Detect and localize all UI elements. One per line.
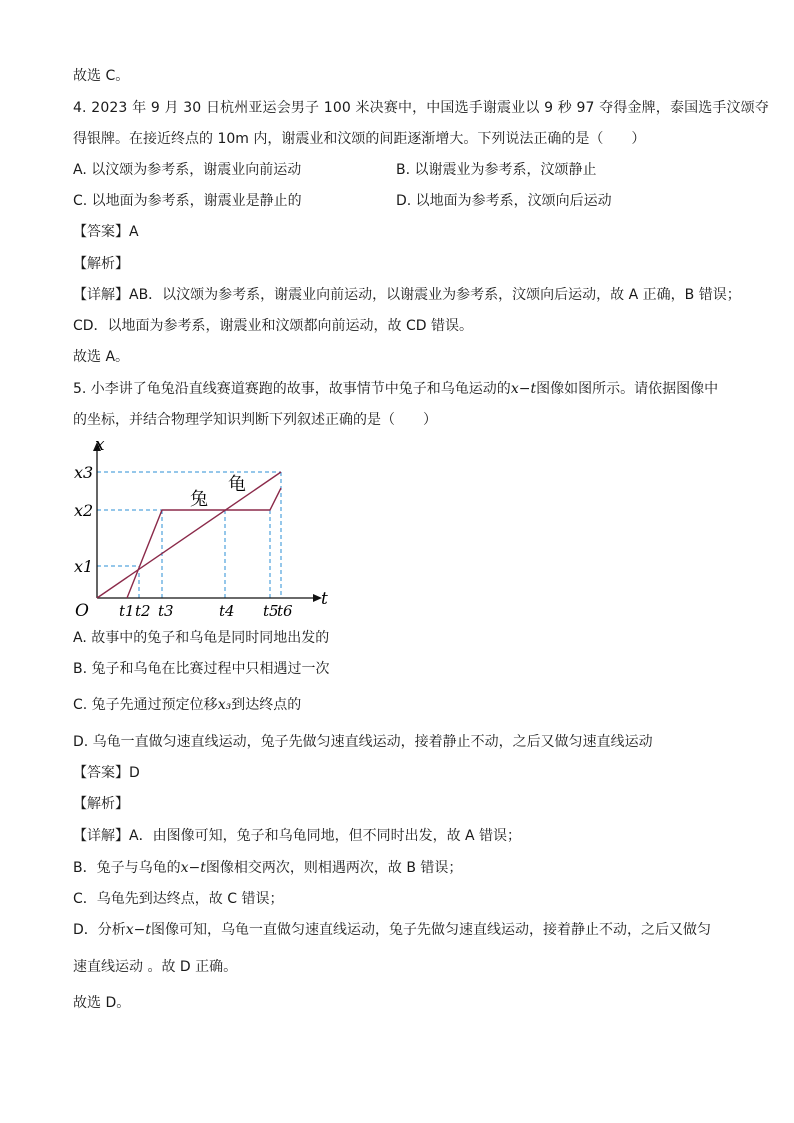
q4-analysis-heading: 【解析】	[73, 256, 129, 272]
q5-option-a: A. 故事中的兔子和乌龟是同时同地出发的	[73, 630, 330, 646]
y-tick-x3: x3	[74, 463, 94, 482]
q4-stem-line1: 4. 2023 年 9 月 30 日杭州亚运会男子 100 米决赛中，中国选手谢震业以 9 秒 97 夺得金牌，泰国选手汶颂夺	[73, 100, 770, 116]
q5-option-c	[73, 695, 301, 715]
q4-detail-line2: CD．以地面为参考系，谢震业和汶颂都向前运动，故 CD 错误。	[73, 318, 474, 334]
q5-analysis-heading: 【解析】	[73, 796, 129, 812]
tortoise-label: 龟	[228, 474, 246, 495]
q5-detail-d	[73, 920, 711, 940]
x-tick-t4: t4	[219, 602, 235, 620]
tortoise-line	[97, 472, 281, 598]
q4-conclusion: 故选 A。	[73, 349, 130, 365]
q4-detail-line1: 【详解】AB．以汶颂为参考系，谢震业向前运动，以谢震业为参考系，汶颂向后运动，故 A 正确，B 错误；	[73, 287, 741, 303]
q5-detail-a: 【详解】A．由图像可知，兔子和乌龟同地，但不同时出发，故 A 错误；	[73, 828, 522, 844]
rabbit-label: 兔	[190, 489, 208, 510]
x-tick-t1: t1	[119, 602, 135, 620]
y-axis-label: x	[95, 435, 105, 455]
x-tick-t3: t3	[158, 602, 174, 620]
q5-stem-line1	[73, 379, 718, 399]
q5-answer: 【答案】D	[73, 765, 140, 781]
origin-label: O	[75, 601, 89, 621]
q5-detail-b	[73, 858, 462, 878]
q5-option-d: D. 乌龟一直做匀速直线运动，兔子先做匀速直线运动，接着静止不动，之后又做匀速直线运动	[73, 734, 653, 750]
xt-graph	[64, 432, 344, 624]
x-axis-label: t	[321, 589, 328, 609]
q5-stem-line1-post: 图像如图所示。请依据图像中	[536, 381, 719, 397]
q5-detail-b-math: x−t	[180, 860, 206, 876]
q5-detail-d-post: 图像可知，乌龟一直做匀速直线运动，兔子先做匀速直线运动，接着静止不动，之后又做匀	[151, 922, 712, 938]
q4-option-b: B. 以谢震业为参考系，汶颂静止	[396, 162, 597, 178]
q5-option-c-math: x₃	[217, 697, 232, 713]
y-tick-x1: x1	[74, 557, 94, 576]
q4-option-a: A. 以汶颂为参考系，谢震业向前运动	[73, 162, 302, 178]
q5-detail-b-post: 图像相交两次，则相遇两次，故 B 错误；	[205, 860, 463, 876]
x-tick-t5: t5	[263, 602, 279, 620]
q4-answer: 【答案】A	[73, 224, 139, 240]
q4-option-c: C. 以地面为参考系，谢震业是静止的	[73, 193, 302, 209]
q3-conclusion: 故选 C。	[73, 68, 130, 84]
q5-option-c-post: 到达终点的	[231, 697, 302, 713]
q5-detail-d-line2: 速直线运动 。故 D 正确。	[73, 959, 238, 975]
q5-option-b: B. 兔子和乌龟在比赛过程中只相遇过一次	[73, 661, 330, 677]
x-tick-t2: t2	[135, 602, 151, 620]
x-tick-t6: t6	[277, 602, 293, 620]
q4-stem-line2: 得银牌。在接近终点的 10m 内，谢震业和汶颂的间距逐渐增大。下列说法正确的是（ ）	[73, 131, 646, 147]
y-tick-x2: x2	[74, 501, 94, 520]
q4-option-d: D. 以地面为参考系，汶颂向后运动	[396, 193, 612, 209]
q5-detail-b-pre: B．兔子与乌龟的	[73, 860, 181, 876]
q5-conclusion: 故选 D。	[73, 995, 131, 1011]
q5-option-c-pre: C. 兔子先通过预定位移	[73, 697, 218, 713]
q5-detail-c: C．乌龟先到达终点，故 C 错误；	[73, 891, 284, 907]
q5-detail-d-pre: D．分析	[73, 922, 126, 938]
q5-detail-d-math: x−t	[125, 922, 152, 938]
q5-stem-math: x−t	[510, 381, 537, 397]
q5-stem-line2: 的坐标，并结合物理学知识判断下列叙述正确的是（ ）	[73, 412, 437, 428]
q5-stem-line1-pre: 5. 小李讲了龟兔沿直线赛道赛跑的故事，故事情节中兔子和乌龟运动的	[73, 381, 511, 397]
